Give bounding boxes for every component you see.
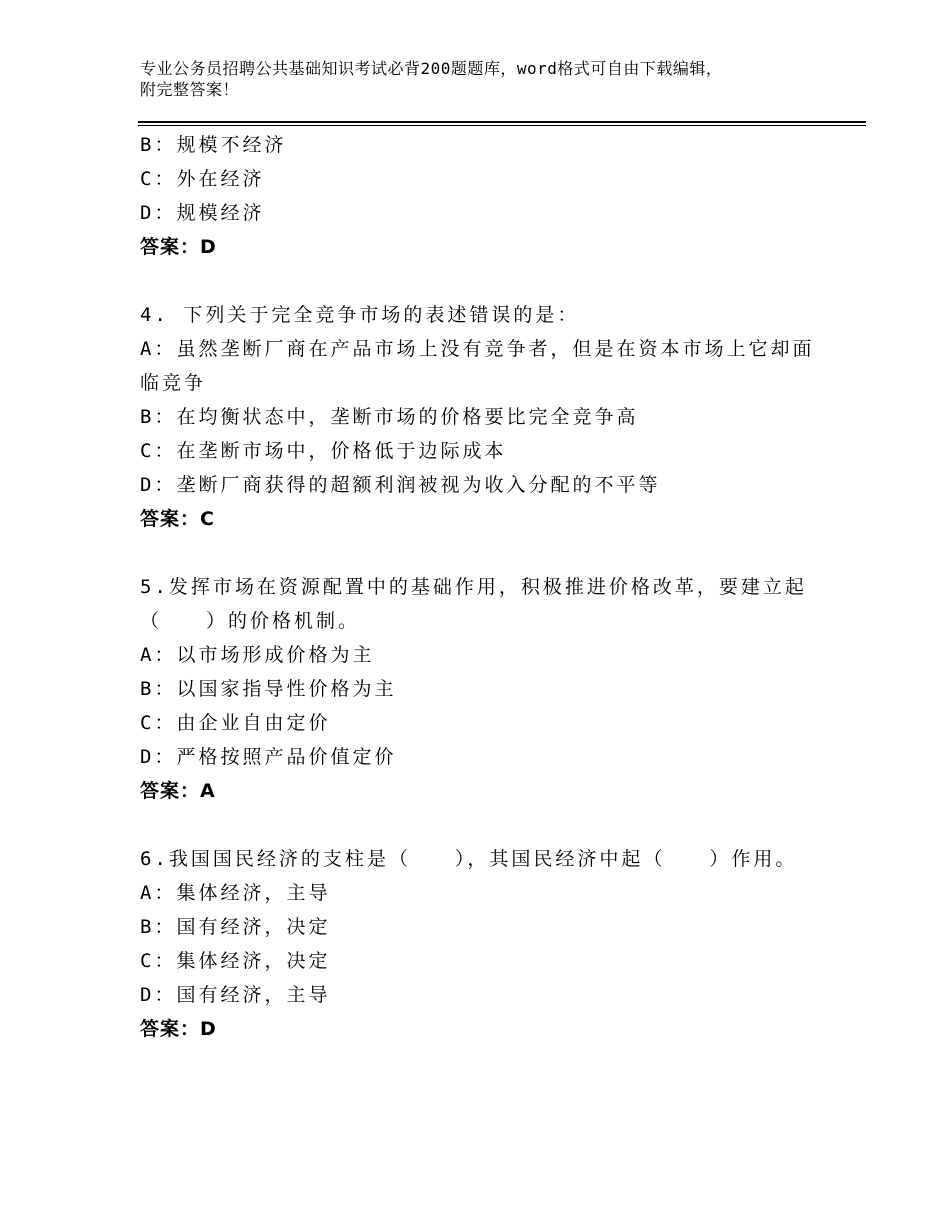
header-rule-thick (138, 121, 866, 123)
question-stem: 4. 下列关于完全竞争市场的表述错误的是： (140, 304, 580, 326)
header-line-2: 附完整答案！ (140, 80, 240, 99)
option-b: B：在均衡状态中，垄断市场的价格要比完全竞争高 (140, 406, 639, 428)
question-stem-continued: （ ）的价格机制。 (140, 610, 361, 632)
option-d: D：垄断厂商获得的超额利润被视为收入分配的不平等 (140, 474, 661, 496)
option-c: C：集体经济，决定 (140, 950, 331, 972)
option-c: C：外在经济 (140, 168, 265, 190)
question-3-tail (140, 128, 840, 264)
option-a: A：以市场形成价格为主 (140, 644, 375, 666)
question-4 (140, 298, 840, 536)
option-c: C：由企业自由定价 (140, 712, 331, 734)
option-a-continued: 临竞争 (140, 372, 207, 394)
answer: 答案：D (140, 1018, 217, 1040)
option-d: D：国有经济，主导 (140, 984, 331, 1006)
question-6 (140, 842, 840, 1046)
question-list (140, 128, 840, 1046)
option-a: A：虽然垄断厂商在产品市场上没有竞争者，但是在资本市场上它却面 (140, 338, 815, 360)
header-rule-thin (138, 125, 866, 126)
answer: 答案：D (140, 236, 217, 258)
option-b: B：规模不经济 (140, 134, 287, 156)
option-a: A：集体经济，主导 (140, 882, 331, 904)
header-line-1: 专业公务员招聘公共基础知识考试必背200题题库，word格式可自由下载编辑， (140, 59, 723, 78)
option-b: B：国有经济，决定 (140, 916, 331, 938)
option-d: D：规模经济 (140, 202, 265, 224)
option-c: C：在垄断市场中，价格低于边际成本 (140, 440, 507, 462)
option-b: B：以国家指导性价格为主 (140, 678, 397, 700)
answer: 答案：A (140, 780, 216, 802)
document-header (140, 58, 840, 100)
question-5 (140, 570, 840, 808)
question-stem: 6.我国国民经济的支柱是（ ），其国民经济中起（ ）作用。 (140, 848, 798, 870)
question-gap (140, 808, 840, 842)
question-stem: 5.发挥市场在资源配置中的基础作用，积极推进价格改革，要建立起 (140, 576, 807, 598)
answer: 答案：C (140, 508, 215, 530)
question-gap (140, 536, 840, 570)
option-d: D：严格按照产品价值定价 (140, 746, 397, 768)
question-gap (140, 264, 840, 298)
